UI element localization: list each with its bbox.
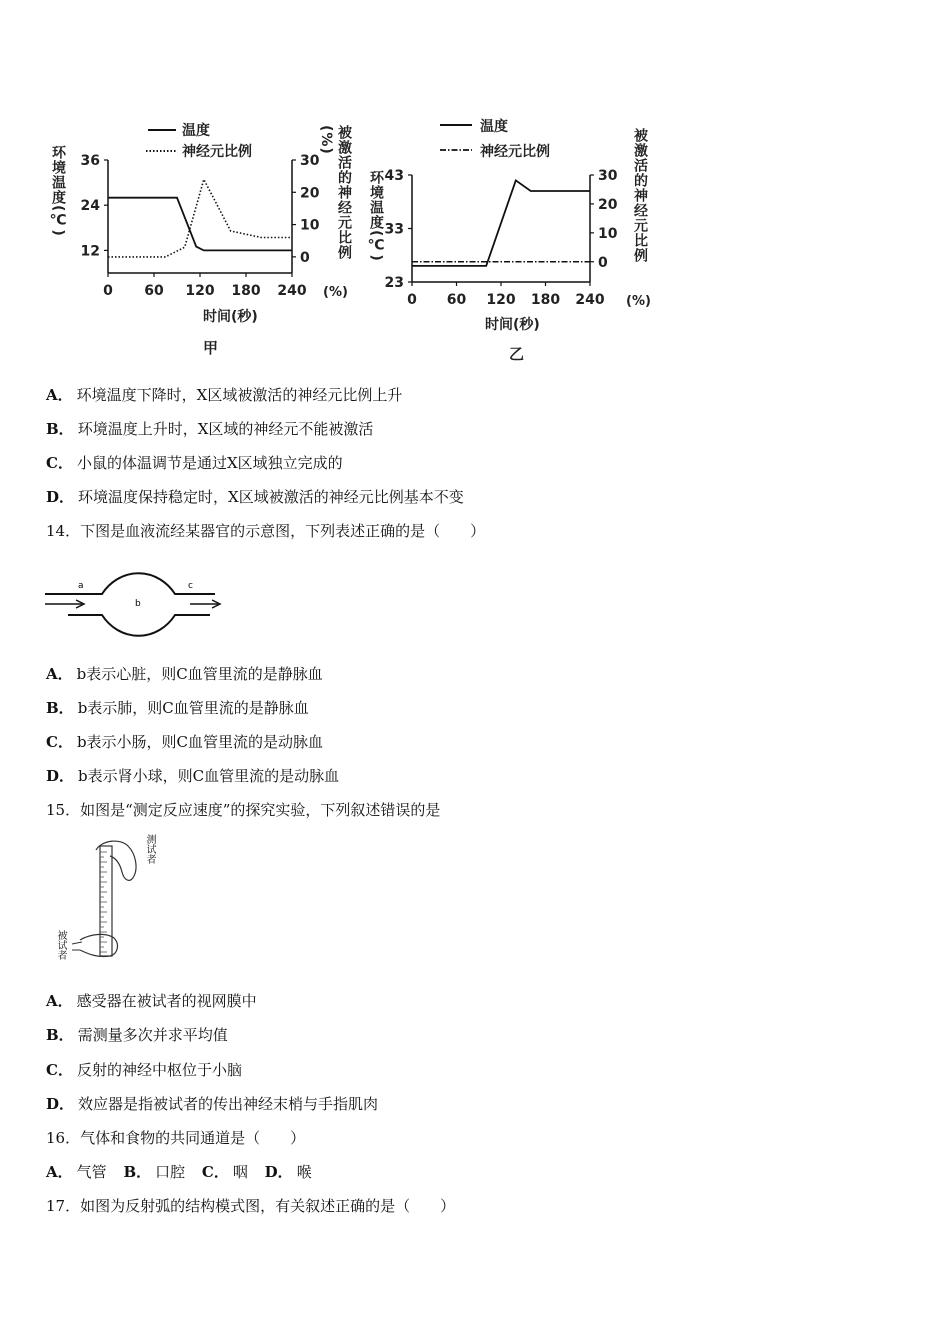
right-axis-unit: (%) — [323, 285, 348, 300]
left-tick-label: 36 — [80, 153, 100, 169]
inline-options — [46, 1162, 312, 1182]
x-axis-title: 时间(秒) — [203, 309, 258, 325]
x-axis-title: 时间(秒) — [485, 317, 540, 333]
x-tick-label: 120 — [185, 283, 215, 299]
option[interactable]: A． 环境温度下降时，X区域被激活的神经元比例上升 — [46, 386, 403, 404]
label-a: a — [78, 581, 84, 591]
left-tick-label: 12 — [80, 243, 100, 260]
neuron-ratio-line — [108, 179, 292, 257]
x-tick-label: 0 — [407, 292, 417, 308]
label-subject: 被试者 — [55, 930, 66, 960]
right-tick-label: 30 — [598, 168, 618, 184]
option[interactable]: D． 喉 — [264, 1163, 312, 1181]
blood-flow-diagram — [40, 550, 240, 660]
left-tick-label: 43 — [384, 168, 404, 184]
temperature-line — [108, 198, 292, 251]
right-tick-label: 20 — [598, 196, 618, 213]
right-tick-label: 0 — [598, 254, 608, 271]
left-axis-title: 环境温度(℃) — [50, 145, 66, 237]
question-stem: 17．如图为反射弧的结构模式图，有关叙述正确的是（ ） — [46, 1197, 456, 1215]
option[interactable]: D． 效应器是指被试者的传出神经末梢与手指肌肉 — [46, 1095, 379, 1113]
option[interactable]: B． b表示肺，则C血管里流的是静脉血 — [46, 699, 309, 717]
label-c: c — [188, 581, 193, 591]
right-tick-label: 10 — [300, 217, 320, 234]
legend-neuron-label: 神经元比例 — [480, 144, 550, 160]
right-tick-label: 10 — [598, 225, 618, 242]
left-tick-label: 23 — [384, 275, 404, 291]
option[interactable]: C． 咽 — [201, 1163, 248, 1181]
option[interactable]: B． 环境温度上升时，X区域的神经元不能被激活 — [46, 420, 374, 438]
x-tick-label: 180 — [231, 283, 261, 299]
option[interactable]: C． 反射的神经中枢位于小脑 — [46, 1061, 242, 1079]
question-stem: 15．如图是“测定反应速度”的探究实验，下列叙述错误的是 — [46, 801, 441, 819]
x-tick-label: 120 — [486, 292, 516, 308]
legend-temp-label: 温度 — [182, 123, 210, 139]
option[interactable]: B． 需测量多次并求平均值 — [46, 1026, 228, 1044]
ruler — [100, 846, 112, 956]
right-tick-label: 20 — [300, 185, 320, 202]
chart-jia — [40, 115, 350, 360]
x-tick-label: 60 — [144, 283, 164, 299]
legend-neuron-label: 神经元比例 — [182, 144, 252, 160]
label-tester: 测试者 — [144, 834, 155, 864]
chart-yi — [360, 112, 660, 367]
x-tick-label: 240 — [277, 283, 307, 299]
option[interactable]: C． 小鼠的体温调节是通过X区域独立完成的 — [46, 454, 343, 472]
legend-temp-label: 温度 — [480, 119, 508, 135]
option[interactable]: D． 环境温度保持稳定时，X区域被激活的神经元比例基本不变 — [46, 488, 464, 506]
option[interactable]: C． b表示小肠，则C血管里流的是动脉血 — [46, 733, 324, 751]
option[interactable]: B． 口腔 — [123, 1163, 186, 1181]
left-tick-label: 24 — [80, 198, 100, 215]
option[interactable]: A． 感受器在被试者的视网膜中 — [46, 992, 257, 1010]
right-tick-label: 30 — [300, 153, 320, 169]
label-b: b — [135, 599, 141, 609]
figure-caption: 甲 — [203, 339, 219, 357]
x-tick-label: 0 — [103, 283, 113, 299]
option[interactable]: D． b表示肾小球，则C血管里流的是动脉血 — [46, 767, 340, 785]
left-axis-title: 环境温度(℃) — [368, 170, 384, 262]
option[interactable]: A． b表示心脏，则C血管里流的是静脉血 — [46, 665, 323, 683]
question-stem: 14．下图是血液流经某器官的示意图，下列表述正确的是（ ） — [46, 522, 486, 540]
x-tick-label: 240 — [575, 292, 605, 308]
x-tick-label: 60 — [446, 292, 467, 308]
left-tick-label: 33 — [384, 221, 404, 238]
vessel-lower-outline — [68, 615, 210, 636]
question-stem: 16．气体和食物的共同通道是（ ） — [46, 1129, 306, 1147]
right-axis-title: 被激活的神经元比例 — [632, 128, 648, 263]
right-axis-title: 被激活的神经元比例(%) — [318, 125, 352, 260]
subject-fingers-icon — [72, 942, 82, 950]
right-tick-label: 0 — [300, 249, 310, 266]
right-axis-unit: (%) — [626, 294, 651, 309]
figure-caption: 乙 — [509, 345, 525, 363]
option[interactable]: A． 气管 — [46, 1163, 107, 1181]
temperature-line — [412, 180, 590, 266]
tester-hand-icon — [96, 841, 136, 880]
x-tick-label: 180 — [530, 292, 561, 308]
